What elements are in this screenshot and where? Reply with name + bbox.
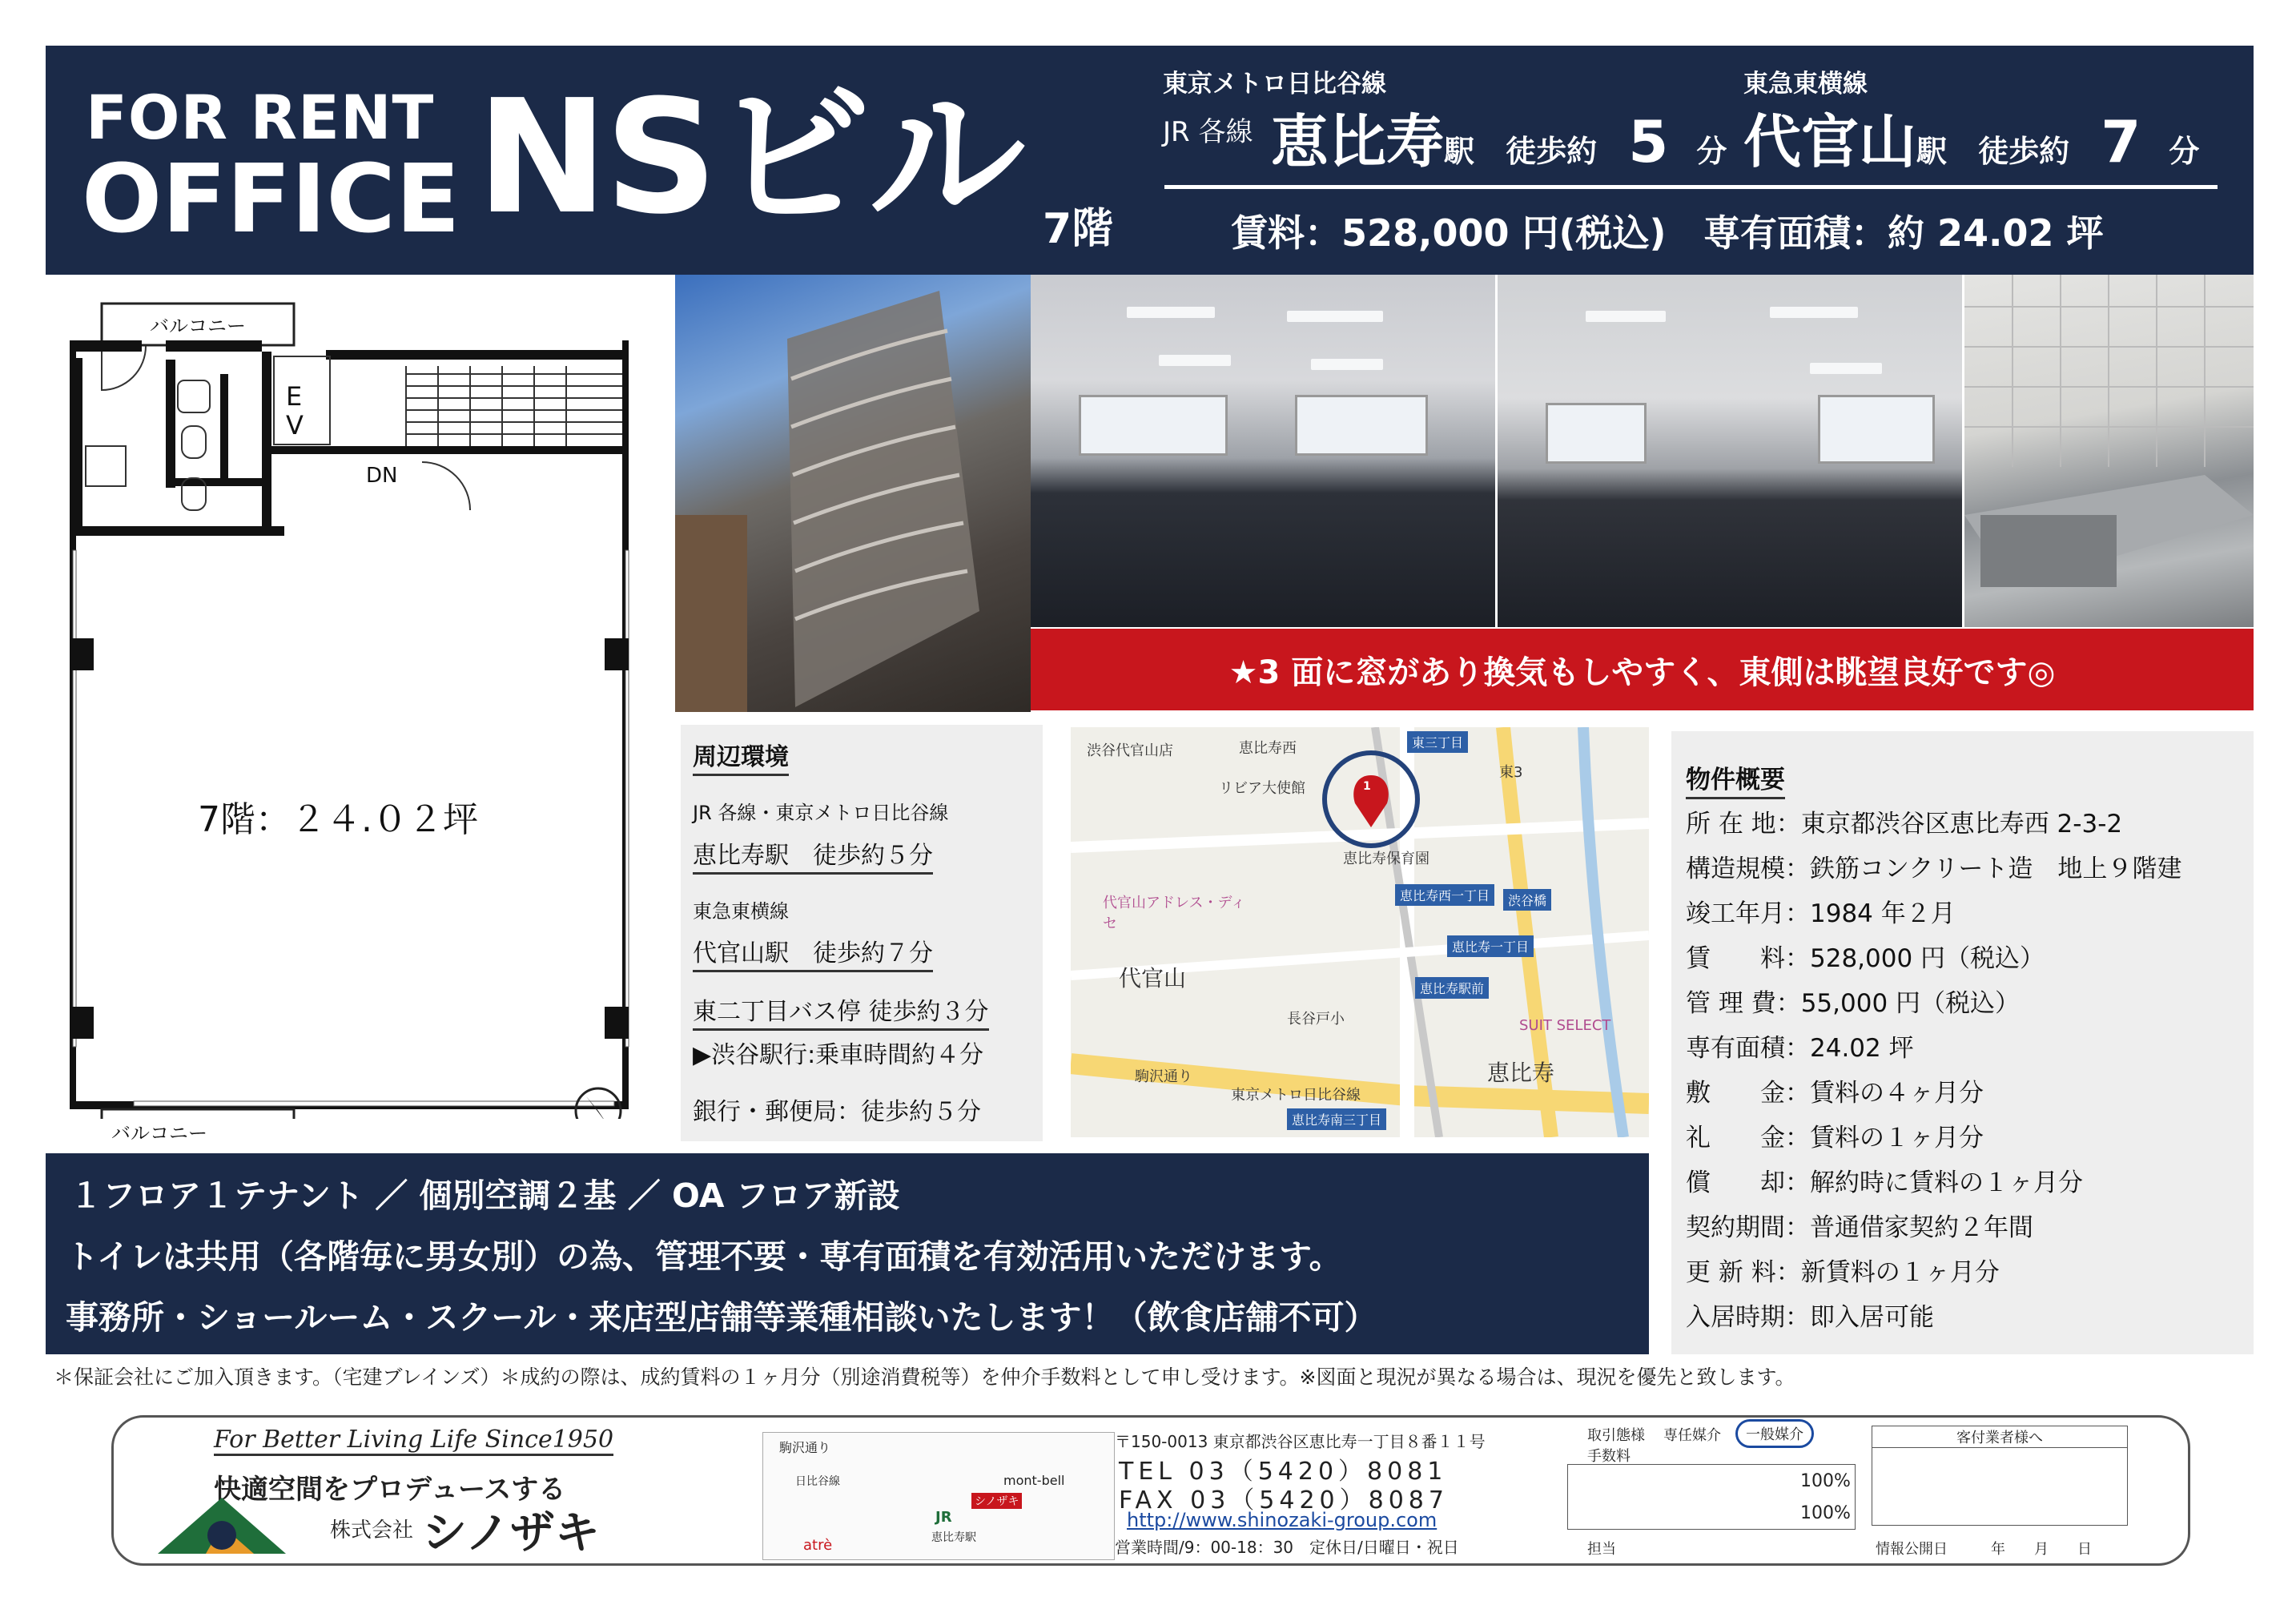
station-daikanyama: [1743, 95, 2199, 179]
minutes-suffix: 分: [1696, 134, 1727, 169]
sink-illustration: [1964, 275, 2254, 627]
surroundings-line-2: 恵比寿駅 徒歩約５分: [693, 835, 933, 875]
fee-percent-2: 100%: [1800, 1503, 1851, 1523]
stairs-down-label: DN: [366, 464, 398, 488]
surroundings-line-4: 代官山駅 徒歩約７分: [693, 933, 933, 972]
station-daikanyama-name: 代官山: [1743, 108, 1917, 175]
deal-type-general: 一般媒介: [1735, 1419, 1814, 1448]
map-label: 代官山: [1119, 965, 1187, 992]
floor-plan: [46, 286, 654, 1144]
balcony-bottom-label: バルコニー: [111, 1122, 207, 1144]
minutes-suffix: 分: [2169, 134, 2200, 169]
map-label: SUIT SELECT: [1519, 1017, 1611, 1034]
map-label: 恵比寿: [1487, 1060, 1555, 1086]
area-map: [1071, 727, 1649, 1137]
fee-table: [1567, 1464, 1856, 1530]
surroundings-panel: [681, 725, 1043, 1141]
mini-map-label: JR: [935, 1509, 952, 1526]
property-row: 所 在 地：東京都渋谷区恵比寿西 2-3-2: [1686, 810, 2123, 839]
map-sign: 恵比寿一丁目: [1447, 935, 1534, 957]
property-row: 管 理 費：55,000 円（税込）: [1686, 989, 2021, 1018]
walk-minutes-ebisu: 5: [1628, 108, 1669, 175]
surroundings-line-6: ▶渋谷駅行:乗車時間約４分: [693, 1041, 984, 1069]
fee-percent-1: 100%: [1800, 1471, 1851, 1491]
company-prefix: 株式会社: [330, 1518, 414, 1543]
jr-line-label: JR 各線: [1163, 116, 1253, 148]
surroundings-line-5: 東二丁目バス停 徒歩約３分: [693, 992, 989, 1031]
mini-map-label: mont-bell: [1003, 1473, 1065, 1488]
property-overview-panel: [1671, 731, 2254, 1354]
agent-box: [1872, 1426, 2128, 1526]
floor-label: 7階: [1043, 205, 1114, 253]
company-footer: [111, 1415, 2190, 1566]
surroundings-line-1: JR 各線・東京メトロ日比谷線: [693, 802, 949, 824]
map-label: 恵比寿保育園: [1343, 851, 1429, 867]
surroundings-line-7: 銀行・郵便局：徒歩約５分: [693, 1098, 981, 1126]
building-illustration: [675, 275, 1031, 712]
tokyu-line-label: 東急東横線: [1743, 70, 1868, 99]
feature-line-1: １フロア１テナント ／ 個別空調２基 ／ OA フロア新設: [70, 1177, 900, 1215]
balcony-top-label: バルコニー: [150, 315, 246, 337]
walk-label: 徒歩約: [1506, 134, 1598, 169]
map-label: 駒沢通り: [1135, 1068, 1192, 1085]
header-divider: [1164, 185, 2218, 189]
feature-line-2: トイレは共用（各階毎に男女別）の為、管理不要・専有面積を有効活用いただけます。: [66, 1237, 1342, 1276]
agent-box-title: 客付業者様へ: [1872, 1426, 2127, 1448]
surroundings-title: 周辺環境: [693, 737, 789, 776]
building-name: NSビル: [476, 66, 1023, 249]
surroundings-line-3: 東急東横線: [693, 900, 789, 923]
station-ebisu: [1271, 95, 1727, 179]
walk-minutes-daikanyama: 7: [2101, 108, 2141, 175]
station-ebisu-name: 恵比寿: [1271, 108, 1445, 175]
interior-photo-2: [1498, 275, 1962, 627]
features-panel: [46, 1153, 1649, 1354]
map-label: 東京メトロ日比谷線: [1231, 1087, 1361, 1104]
mini-map-label: 駒沢通り: [779, 1440, 831, 1455]
terms-notice: ＊保証会社にご加入頂きます。（宅建ブレインズ）＊成約の際は、成約賃料の１ヶ月分（別途消費税等）を仲介手数料として申し受けます。※図面と現況が異なる場合は、現況を優先と致します。: [54, 1366, 1795, 1389]
map-label: 恵比寿西: [1239, 740, 1297, 757]
map-sign: 渋谷橋: [1503, 889, 1551, 911]
floor-area-label: 7階：２４.０２坪: [198, 799, 478, 840]
map-sign: 恵比寿駅前: [1415, 977, 1489, 999]
property-row: 契約期間：普通借家契約２年間: [1686, 1213, 2033, 1242]
business-hours: 営業時間/9：00-18：30 定休日/日曜日・祝日: [1115, 1538, 1459, 1557]
mini-map-label: シノザキ: [971, 1493, 1022, 1509]
fee-label: 手数料: [1587, 1448, 1631, 1465]
map-label: 渋谷代官山店: [1087, 742, 1173, 759]
map-label: 長谷戸小: [1287, 1011, 1345, 1028]
map-sign: 恵比寿南三丁目: [1287, 1108, 1386, 1130]
office-label: OFFICE: [82, 143, 460, 254]
walk-label: 徒歩約: [1978, 134, 2070, 169]
company-tagline: 快適空間をプロデュースする: [214, 1474, 566, 1506]
map-label: 代官山アドレス・ディセ: [1103, 895, 1246, 932]
property-row: 竣工年月：1984 年２月: [1686, 899, 1956, 928]
company-logo-icon: [158, 1494, 286, 1558]
map-label: 東3: [1499, 764, 1523, 781]
eki-suffix: 駅: [1444, 134, 1475, 169]
company-name: シノザキ: [422, 1507, 600, 1559]
office-mini-map: [762, 1432, 1115, 1560]
mini-map-label: 日比谷線: [795, 1475, 840, 1488]
map-sign: 東三丁目: [1407, 731, 1468, 753]
mini-map-label: 恵比寿駅: [931, 1531, 976, 1544]
kitchenette-photo: [1964, 275, 2254, 627]
area-summary: 専有面積：約 24.02 坪: [1703, 211, 2104, 255]
property-title: 物件概要: [1686, 759, 1785, 799]
staff-label: 担当: [1587, 1541, 1616, 1558]
map-label: リビア大使館: [1219, 780, 1305, 797]
elevator-label: EV: [286, 381, 304, 440]
company-tel: TEL 03（5420）8081: [1119, 1458, 1448, 1486]
building-exterior-photo: [675, 275, 1031, 712]
metro-line-label: 東京メトロ日比谷線: [1163, 70, 1386, 99]
feature-line-3: 事務所・ショールーム・スクール・来店型店舗等業種相談いたします！（飲食店舗不可）: [66, 1298, 1377, 1337]
highlight-banner: ★3 面に窓があり換気もしやすく、東側は眺望良好です◎: [1031, 629, 2254, 710]
info-publish-date: 情報公開日 年 月 日: [1876, 1541, 2092, 1558]
company-fax: FAX 03（5420）8087: [1119, 1486, 1449, 1514]
company-slogan: For Better Living Life Since1950: [214, 1426, 613, 1456]
property-row: 専有面積：24.02 坪: [1686, 1034, 1914, 1063]
eki-suffix: 駅: [1916, 134, 1948, 169]
property-row: 礼 金：賃料の１ヶ月分: [1686, 1124, 1984, 1152]
company-address: 〒150-0013 東京都渋谷区恵比寿一丁目８番１１号: [1115, 1432, 1486, 1451]
interior-photo-1: [1031, 275, 1495, 627]
deal-type-exclusive: 専任媒介: [1663, 1427, 1721, 1444]
map-sign: 恵比寿西一丁目: [1395, 884, 1494, 906]
deal-type-label: 取引態様: [1587, 1427, 1645, 1444]
map-marker: 1: [1363, 780, 1371, 793]
header-banner: [46, 46, 2254, 275]
property-row: 入居時期：即入居可能: [1686, 1303, 1934, 1332]
property-row: 構造規模：鉄筋コンクリート造 地上９階建: [1686, 855, 2182, 883]
property-row: 償 却：解約時に賃料の１ヶ月分: [1686, 1168, 2083, 1197]
for-rent-label: FOR RENT: [86, 82, 435, 153]
property-row: 賃 料：528,000 円（税込）: [1686, 944, 2045, 973]
floor-plan-drawing: [46, 286, 654, 1119]
rent-summary: 賃料：528,000 円(税込): [1231, 211, 1667, 255]
property-row: 更 新 料：新賃料の１ヶ月分: [1686, 1258, 2000, 1287]
company-url[interactable]: http://www.shinozaki-group.com: [1127, 1509, 1438, 1531]
property-row: 敷 金：賃料の４ヶ月分: [1686, 1079, 1984, 1108]
mini-map-label: atrè: [803, 1537, 833, 1554]
